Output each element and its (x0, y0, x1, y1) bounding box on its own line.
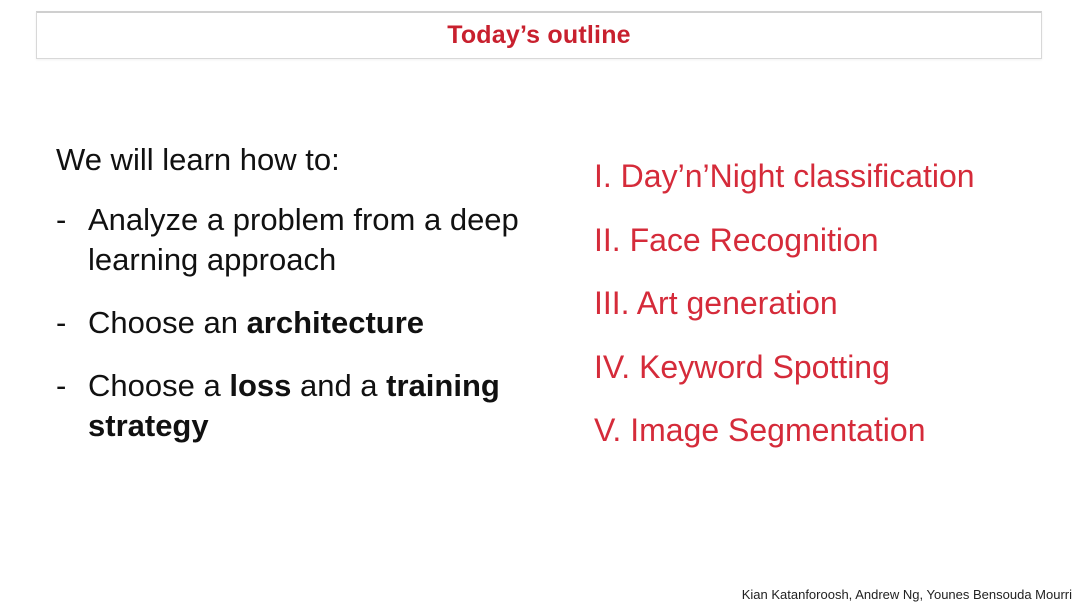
outline-item: III. Art generation (594, 285, 838, 321)
outline-list (594, 156, 1064, 474)
goal-text (88, 366, 526, 446)
footer-credits: Kian Katanforoosh, Andrew Ng, Younes Bensouda Mourri (741, 587, 1072, 602)
bullet-dash: - (56, 305, 67, 340)
outline-item: V. Image Segmentation (594, 412, 926, 448)
goal-text-plain: and a (291, 368, 387, 403)
bullet-dash: - (56, 202, 67, 237)
goal-keyword-training-strategy: training strategy (88, 368, 500, 443)
slide-title: Today’s outline (447, 21, 631, 49)
outline-item: IV. Keyword Spotting (594, 348, 890, 385)
goal-keyword-loss: loss (229, 368, 292, 403)
slide-title-bar (36, 11, 1042, 59)
learning-goals (56, 140, 526, 469)
bullet-dash: - (56, 368, 67, 403)
goal-item (56, 303, 526, 343)
goal-item (56, 366, 526, 446)
goal-keyword-architecture: architecture (246, 305, 425, 340)
goal-text (88, 303, 526, 343)
goal-text: Analyze a problem from a deep learning approach (88, 202, 519, 277)
learning-goals-intro: We will learn how to: (56, 142, 340, 177)
outline-item: II. Face Recognition (594, 221, 879, 258)
goal-item (56, 200, 526, 280)
goal-text-plain: Choose an (88, 305, 247, 340)
outline-item: I. Day’n’Night classification (594, 158, 975, 194)
goal-text-plain: Choose a (88, 368, 230, 403)
